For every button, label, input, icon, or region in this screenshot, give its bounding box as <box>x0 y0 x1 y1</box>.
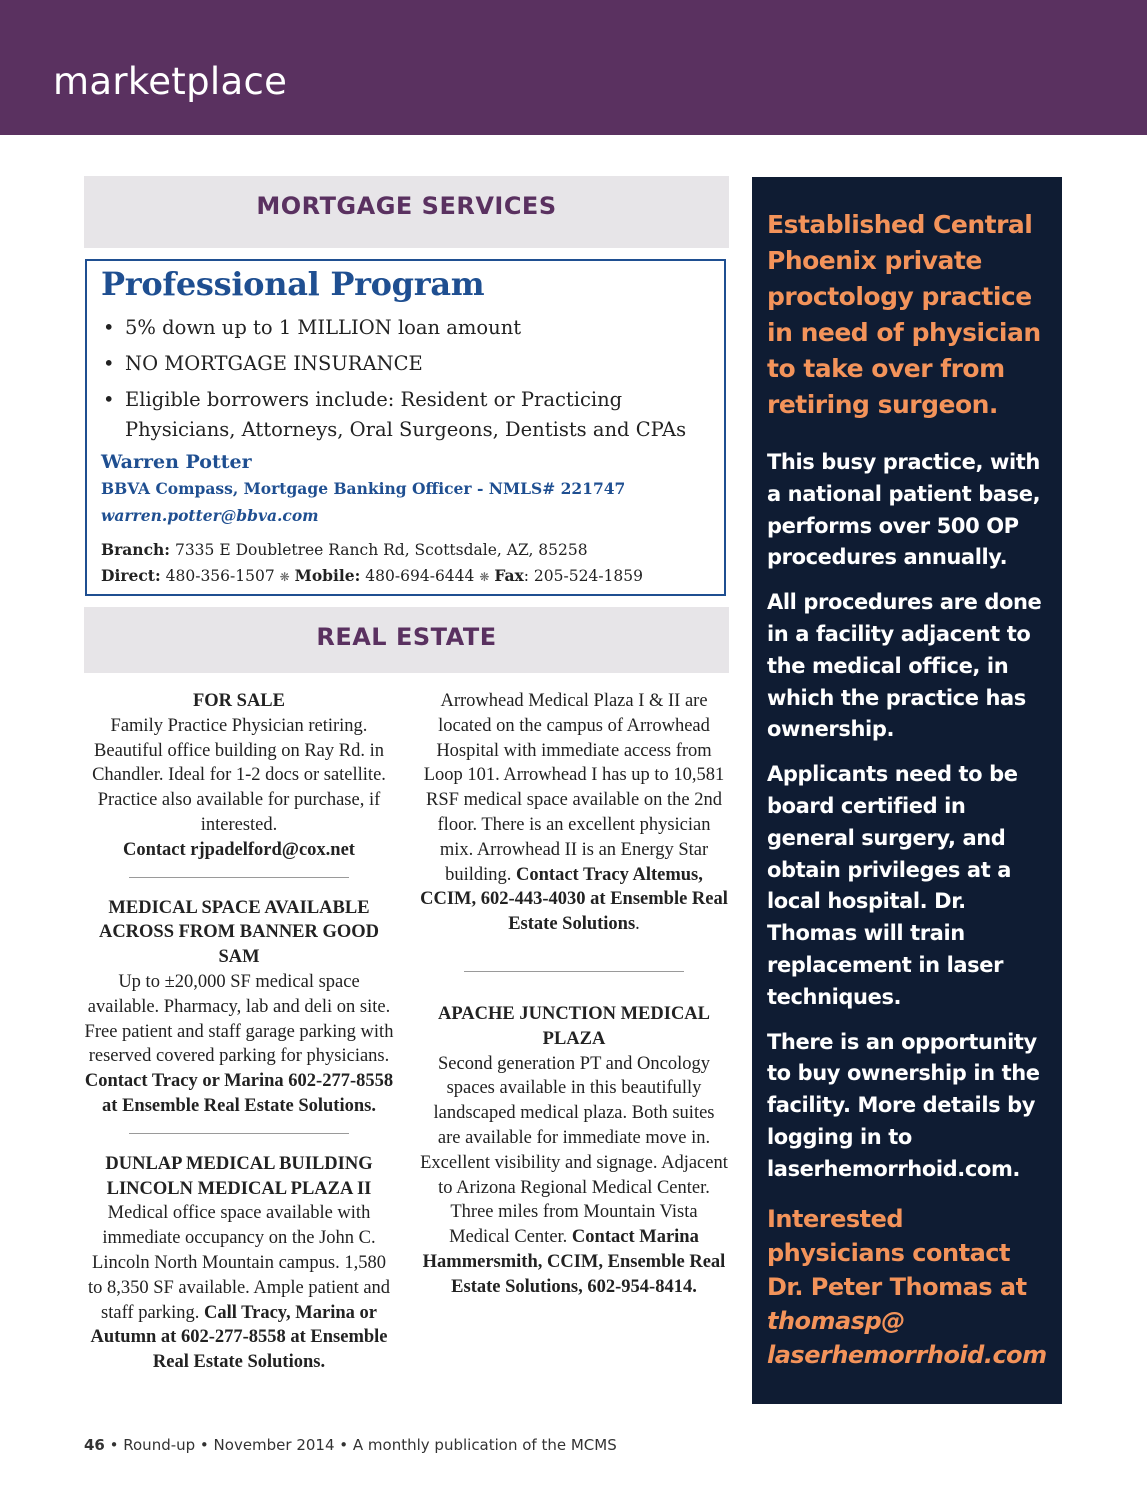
contact-name: Warren Potter <box>101 451 252 473</box>
page-number: 46 <box>84 1436 105 1454</box>
contact-intro: Interested physicians contact <box>767 1204 1010 1267</box>
email-part[interactable]: laserhemorrhoid.com <box>767 1340 1047 1369</box>
ad-body: Second generation PT and Oncology spaces available in this beautifully landscaped medical plaza. Both suites are available for immediate move in. Excellent visibility and signage. Adjacent to Arizona Regional Medical Center. Three miles from Mountain Vista Medical Center. <box>420 1053 728 1248</box>
ad-title: DUNLAP MEDICAL BUILDING LINCOLN MEDICAL PLAZA II <box>105 1153 373 1199</box>
ad-text <box>420 689 728 937</box>
contact-email-link[interactable] <box>767 1304 1048 1372</box>
ad-text <box>84 1201 394 1375</box>
divider <box>464 971 684 972</box>
ad-headline: Established Central Phoenix private proctology practice in need of physician to take over from retiring surgeon. <box>767 210 1041 419</box>
ad-paragraph: There is an opportunity to buy ownership in the facility. More details by logging in to laserhemorrhoid.com. <box>767 1029 1040 1181</box>
divider <box>129 877 349 878</box>
bullet-item: • Eligible borrowers include: Resident or Practicing Physicians, Attorneys, Oral Surgeons, Dentists and CPAs <box>101 385 710 445</box>
ad-text <box>420 1052 728 1300</box>
mobile-label: Mobile: <box>294 566 361 585</box>
contact-name: Dr. Peter Thomas at <box>767 1272 1027 1301</box>
fax-label: Fax <box>494 566 524 585</box>
ad-contact: Contact Marina Hammersmith, CCIM, Ensemble Real Estate Solutions, 602-954-8414. <box>422 1227 726 1297</box>
ad-paragraph: All procedures are done in a facility adjacent to the medical office, in which the practice has ownership. <box>767 590 1042 742</box>
ad-paragraph: This busy practice, with a national patient base, performs over 500 OP procedures annually. <box>767 450 1041 570</box>
fax-number: : 205-524-1859 <box>523 567 644 585</box>
ad-body: Family Practice Physician retiring. Beautiful office building on Ray Rd. in Chandler. Ideal for 1-2 docs or satellite. Practice also available for purchase, if interested. <box>92 715 386 835</box>
proctology-practice-ad <box>752 177 1062 1404</box>
real-estate-right-column <box>420 689 728 1300</box>
ad-trail: . <box>635 914 640 935</box>
separator-icon: ❋ <box>479 570 490 584</box>
ad-contact <box>767 1202 1048 1372</box>
branch-address: 7335 E Doubletree Ranch Rd, Scottsdale, AZ, 85258 <box>174 541 588 559</box>
direct-phone: 480-356-1507 <box>165 567 275 585</box>
ad-contact: Contact rjpadelford@cox.net <box>123 839 355 860</box>
header-banner <box>0 0 1147 135</box>
professional-program-ad <box>85 259 726 596</box>
mobile-phone: 480-694-6444 <box>365 567 475 585</box>
program-bullets <box>101 313 710 445</box>
bullet-item: • NO MORTGAGE INSURANCE <box>101 349 710 379</box>
ad-body: Up to ±20,000 SF medical space available. Pharmacy, lab and deli on site. Free patient and staff garage parking with reserved covered parking for physicians. <box>84 971 394 1067</box>
apache-junction-ad <box>420 1002 728 1300</box>
ad-text <box>84 970 394 1119</box>
mortgage-services-heading: MORTGAGE SERVICES <box>84 176 729 248</box>
real-estate-left-column <box>84 689 394 1375</box>
ad-contact: Contact Tracy Altemus, CCIM, 602-443-4030 at Ensemble Real Estate Solutions <box>420 864 728 935</box>
ad-paragraph: Applicants need to be board certified in general surgery, and obtain privileges at a local hospital. Dr. Thomas will train replacement in laser techniques. <box>767 762 1018 1009</box>
ad-contact: Call Tracy, Marina or Autumn at 602-277-8558 at Ensemble Real Estate Solutions. <box>90 1302 388 1373</box>
arrowhead-ad <box>420 689 728 937</box>
separator-icon: ❋ <box>279 570 290 584</box>
ad-title: MEDICAL SPACE AVAILABLE ACROSS FROM BANNER GOOD SAM <box>98 897 380 968</box>
footer-text: • Round-up • November 2014 • A monthly publication of the MCMS <box>104 1436 617 1454</box>
page-footer <box>84 1436 617 1454</box>
email-part[interactable]: thomasp@ <box>767 1306 905 1335</box>
ad-title: FOR SALE <box>192 691 285 711</box>
dunlap-ad <box>84 1152 394 1375</box>
banner-good-sam-ad <box>84 896 394 1119</box>
contact-title: BBVA Compass, Mortgage Banking Officer - NMLS# 221747 <box>101 479 626 498</box>
divider <box>129 1133 349 1134</box>
program-title: Professional Program <box>101 265 485 303</box>
branch-label: Branch: <box>101 540 171 559</box>
ad-title: APACHE JUNCTION MEDICAL PLAZA <box>437 1003 711 1049</box>
bullet-item: • 5% down up to 1 MILLION loan amount <box>101 313 710 343</box>
real-estate-heading: REAL ESTATE <box>84 607 729 673</box>
page-title: marketplace <box>53 60 288 103</box>
ad-body: Arrowhead Medical Plaza I & II are located on the campus of Arrowhead Hospital with immediate access from Loop 101. Arrowhead I has up to 10,581 RSF medical space available on the 2nd floor. There is an excellent physician mix. Arrowhead II is an Energy Star building. <box>423 691 725 885</box>
contact-email-link[interactable]: warren.potter@bbva.com <box>101 506 319 525</box>
ad-body: Medical office space available with immediate occupancy on the John C. Lincoln North Mountain campus. 1,580 to 8,350 SF available. Ample patient and staff parking. <box>87 1203 391 1323</box>
direct-label: Direct: <box>101 566 161 585</box>
branch-info <box>101 537 710 590</box>
for-sale-ad <box>84 689 394 863</box>
ad-contact: Contact Tracy or Marina 602-277-8558 at Ensemble Real Estate Solutions. <box>84 1071 394 1116</box>
